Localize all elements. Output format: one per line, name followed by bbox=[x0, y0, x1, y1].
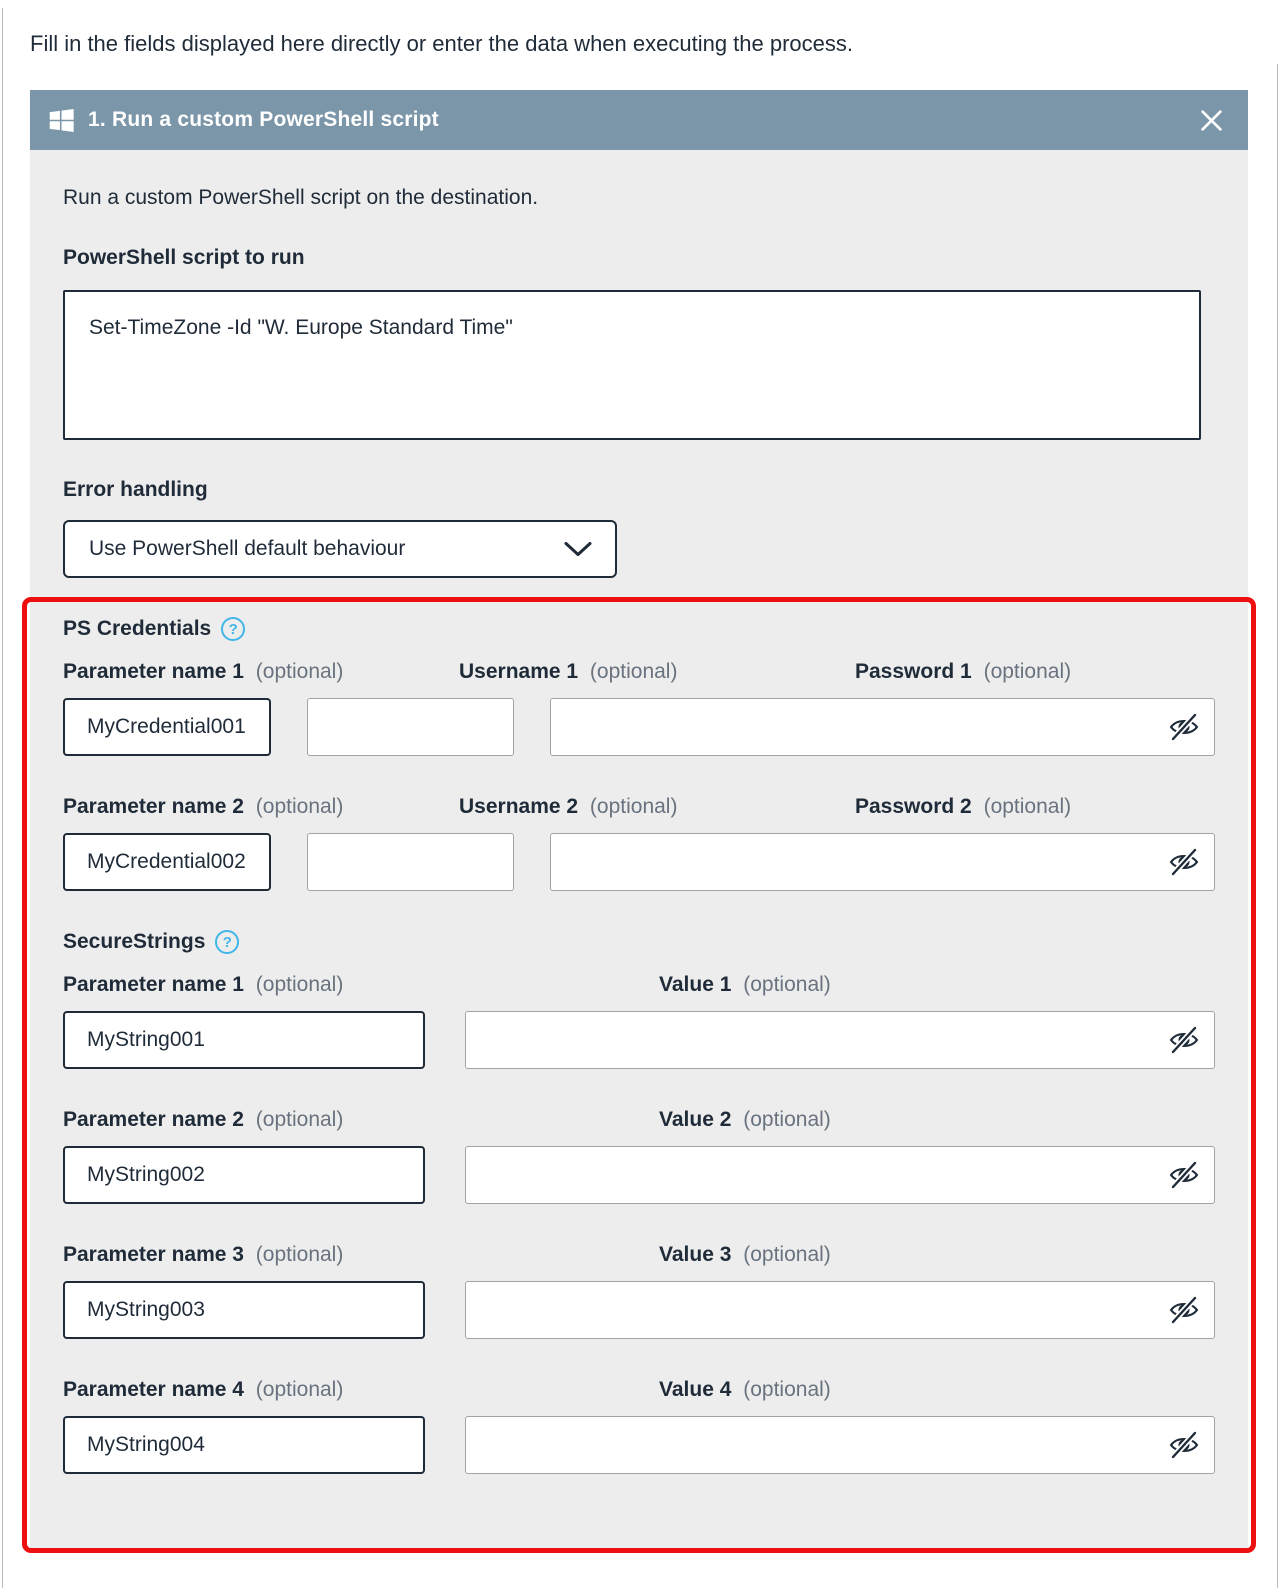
parameter-name-1-input[interactable] bbox=[63, 698, 271, 756]
parameter-name-1-label: Parameter name 1 (optional) bbox=[63, 660, 344, 683]
eye-slash-icon[interactable] bbox=[1167, 1023, 1201, 1057]
step-description: Run a custom PowerShell script on the destination. bbox=[63, 186, 539, 209]
secure-strings-row1-labels bbox=[63, 971, 1215, 999]
username-2-label: Username 2 (optional) bbox=[459, 795, 678, 818]
secure-strings-row2-labels bbox=[63, 1106, 1215, 1134]
username-2-input[interactable] bbox=[307, 833, 515, 891]
page-border-left bbox=[2, 8, 3, 1588]
secure-strings-row3-fields bbox=[63, 1281, 1215, 1339]
password-1-label: Password 1 (optional) bbox=[855, 660, 1072, 683]
parameter-name-2-input[interactable] bbox=[63, 833, 271, 891]
chevron-down-icon bbox=[563, 541, 593, 558]
ss-parameter-name-2-label: Parameter name 2 (optional) bbox=[63, 1108, 344, 1131]
username-1-label: Username 1 (optional) bbox=[459, 660, 678, 683]
parameter-name-2-label: Parameter name 2 (optional) bbox=[63, 795, 344, 818]
secure-strings-row1-fields bbox=[63, 1011, 1215, 1069]
step-card bbox=[30, 90, 1248, 1553]
ps-credentials-row2-labels bbox=[63, 793, 1215, 821]
ps-credentials-heading: PS Credentials ? bbox=[63, 614, 1215, 644]
eye-slash-icon[interactable] bbox=[1167, 845, 1201, 879]
eye-slash-icon[interactable] bbox=[1167, 710, 1201, 744]
value-2-input[interactable] bbox=[465, 1146, 1215, 1204]
value-1-input[interactable] bbox=[465, 1011, 1215, 1069]
ss-parameter-name-1-input[interactable] bbox=[63, 1011, 425, 1069]
annotation-highlight bbox=[22, 597, 1256, 1553]
script-field-label: PowerShell script to run bbox=[63, 246, 305, 269]
password-1-input[interactable] bbox=[550, 698, 1215, 756]
secure-strings-row3-labels bbox=[63, 1241, 1215, 1269]
error-handling-select[interactable] bbox=[63, 520, 617, 578]
eye-slash-icon[interactable] bbox=[1167, 1293, 1201, 1327]
secure-strings-heading: SecureStrings ? bbox=[63, 927, 1215, 957]
value-4-label: Value 4 (optional) bbox=[659, 1378, 831, 1401]
help-icon[interactable]: ? bbox=[221, 617, 245, 641]
error-handling-selected-value: Use PowerShell default behaviour bbox=[89, 537, 406, 560]
ps-credentials-row2-fields bbox=[63, 833, 1215, 891]
help-icon[interactable]: ? bbox=[215, 930, 239, 954]
ps-credentials-row1-fields bbox=[63, 698, 1215, 756]
secure-strings-row4-labels bbox=[63, 1376, 1215, 1404]
step-card-header bbox=[30, 90, 1248, 150]
password-2-label: Password 2 (optional) bbox=[855, 795, 1072, 818]
value-4-input[interactable] bbox=[465, 1416, 1215, 1474]
ps-credentials-row1-labels bbox=[63, 658, 1215, 686]
value-3-input[interactable] bbox=[465, 1281, 1215, 1339]
eye-slash-icon[interactable] bbox=[1167, 1158, 1201, 1192]
secure-strings-row4-fields bbox=[63, 1416, 1215, 1474]
ss-parameter-name-2-input[interactable] bbox=[63, 1146, 425, 1204]
ss-parameter-name-3-input[interactable] bbox=[63, 1281, 425, 1339]
windows-icon bbox=[48, 107, 75, 134]
value-1-label: Value 1 (optional) bbox=[659, 973, 831, 996]
page-border-right bbox=[1277, 64, 1278, 1588]
ss-parameter-name-4-input[interactable] bbox=[63, 1416, 425, 1474]
ss-parameter-name-4-label: Parameter name 4 (optional) bbox=[63, 1378, 344, 1401]
step-card-body bbox=[30, 150, 1248, 1553]
intro-text: Fill in the fields displayed here directly or enter the data when executing the process. bbox=[30, 31, 854, 56]
ss-parameter-name-3-label: Parameter name 3 (optional) bbox=[63, 1243, 344, 1266]
step-title: 1. Run a custom PowerShell script bbox=[88, 108, 439, 131]
powershell-script-input[interactable] bbox=[63, 290, 1201, 440]
password-2-input[interactable] bbox=[550, 833, 1215, 891]
eye-slash-icon[interactable] bbox=[1167, 1428, 1201, 1462]
close-icon[interactable] bbox=[1196, 105, 1226, 135]
secure-strings-row2-fields bbox=[63, 1146, 1215, 1204]
value-2-label: Value 2 (optional) bbox=[659, 1108, 831, 1131]
ss-parameter-name-1-label: Parameter name 1 (optional) bbox=[63, 973, 344, 996]
value-3-label: Value 3 (optional) bbox=[659, 1243, 831, 1266]
username-1-input[interactable] bbox=[307, 698, 515, 756]
error-handling-label: Error handling bbox=[63, 478, 208, 501]
